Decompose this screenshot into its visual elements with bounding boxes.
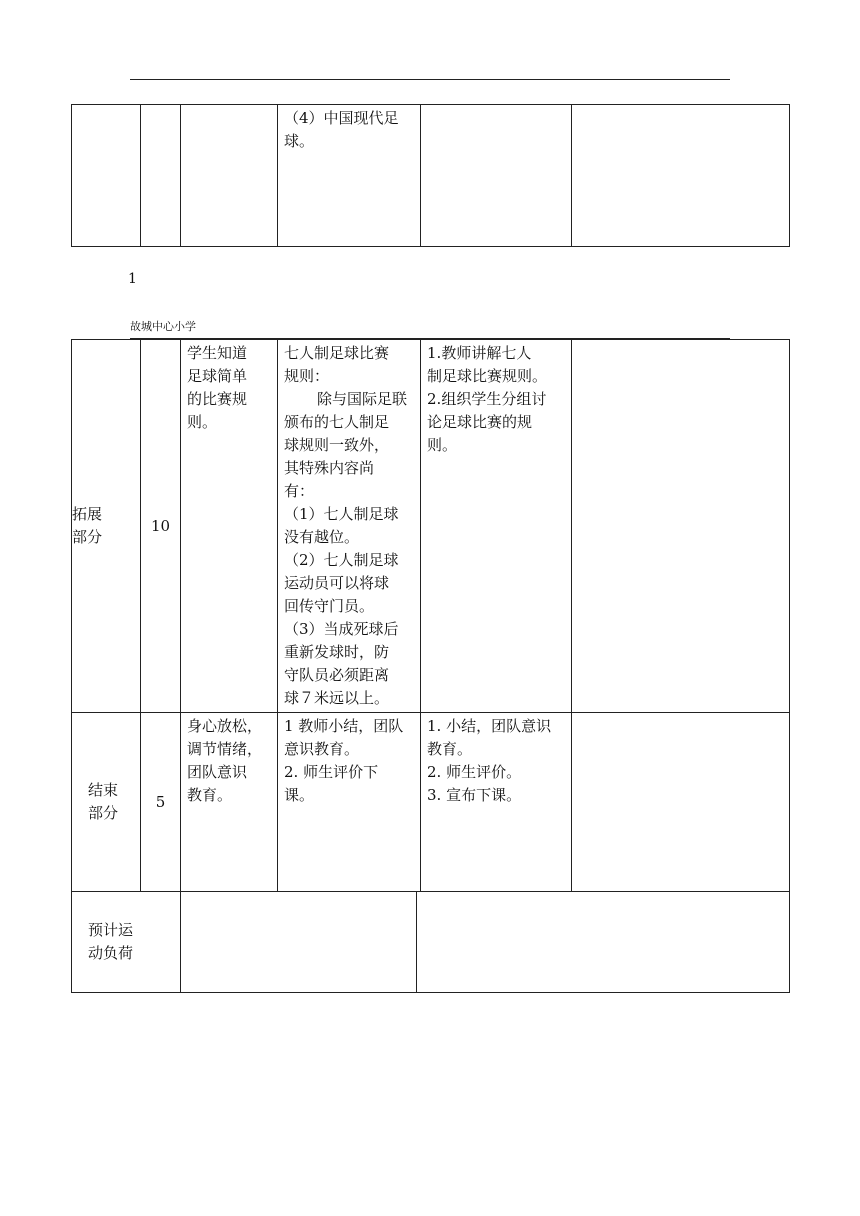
content-line: 重新发球时，防 bbox=[284, 643, 390, 661]
content-line: 回传守门员。 bbox=[284, 597, 375, 615]
load-row bbox=[72, 892, 790, 993]
goal-line: 调节情绪， bbox=[187, 740, 263, 758]
method-line: 论足球比赛的规 bbox=[427, 413, 533, 431]
ending-content bbox=[278, 713, 421, 892]
content-line: 守队员必须距离 bbox=[284, 666, 390, 684]
content-line: （4）中国现代足 bbox=[284, 109, 399, 127]
content-line: 没有越位。 bbox=[284, 528, 360, 546]
cell-notes bbox=[572, 105, 790, 247]
content-line: 七人制足球比赛 bbox=[284, 344, 390, 362]
continued-table bbox=[71, 104, 790, 247]
goal-line: 则。 bbox=[187, 413, 218, 431]
content-line: （2）七人制足球 bbox=[284, 551, 399, 569]
extension-content bbox=[278, 340, 421, 713]
ending-time: 5 bbox=[141, 713, 181, 892]
section-line: 结束 bbox=[88, 781, 119, 799]
method-line: 则。 bbox=[427, 436, 458, 454]
school-name: 故城中心小学 bbox=[130, 320, 196, 333]
load-label bbox=[72, 892, 181, 993]
cell-goal bbox=[181, 105, 278, 247]
extension-method bbox=[421, 340, 572, 713]
content-line: 1 教师小结，团队 bbox=[284, 717, 404, 735]
page-number: 1 bbox=[128, 271, 137, 287]
goal-line: 身心放松， bbox=[187, 717, 263, 735]
section-line: 部分 bbox=[88, 804, 119, 822]
content-line: 其特殊内容尚 bbox=[284, 459, 375, 477]
goal-line: 学生知道 bbox=[187, 344, 248, 362]
method-line: 1. 小结，团队意识 bbox=[427, 717, 552, 735]
content-line: 课。 bbox=[284, 786, 315, 804]
ending-row bbox=[72, 713, 790, 892]
goal-line: 团队意识 bbox=[187, 763, 248, 781]
content-line: 球。 bbox=[284, 132, 315, 150]
method-line: 1.教师讲解七人 bbox=[427, 344, 532, 362]
content-line: 除与国际足联 bbox=[317, 390, 408, 408]
extension-section-label bbox=[72, 340, 141, 713]
section-line: 拓展 bbox=[72, 505, 103, 523]
extension-goal bbox=[181, 340, 278, 713]
content-line: 颁布的七人制足 bbox=[284, 413, 390, 431]
cell-time bbox=[141, 105, 181, 247]
goal-line: 的比赛规 bbox=[187, 390, 248, 408]
content-line: 规则： bbox=[284, 367, 330, 385]
content-line: 2. 师生评价下 bbox=[284, 763, 379, 781]
content-line: 球规则一致外， bbox=[284, 436, 390, 454]
load-notes-cell bbox=[417, 892, 790, 993]
content-line: 运动员可以将球 bbox=[284, 574, 390, 592]
label-line: 动负荷 bbox=[88, 944, 134, 962]
extension-notes bbox=[572, 340, 790, 713]
method-line: 2.组织学生分组讨 bbox=[427, 390, 547, 408]
label-line: 预计运 bbox=[88, 921, 134, 939]
cell-content bbox=[278, 105, 421, 247]
content-line: （3）当成死球后 bbox=[284, 620, 399, 638]
content-line: 球７米远以上。 bbox=[284, 689, 390, 707]
ending-notes bbox=[572, 713, 790, 892]
goal-line: 足球简单 bbox=[187, 367, 248, 385]
method-line: 制足球比赛规则。 bbox=[427, 367, 548, 385]
content-line: （1）七人制足球 bbox=[284, 505, 399, 523]
cell-method bbox=[421, 105, 572, 247]
content-line: 有： bbox=[284, 482, 315, 500]
header-rule bbox=[130, 79, 730, 80]
method-line: 教育。 bbox=[427, 740, 473, 758]
section-line: 部分 bbox=[72, 528, 103, 546]
ending-section-label bbox=[72, 713, 141, 892]
ending-goal bbox=[181, 713, 278, 892]
lesson-table bbox=[71, 339, 790, 993]
method-line: 2. 师生评价。 bbox=[427, 763, 522, 781]
extension-time: 10 bbox=[141, 340, 181, 713]
cell-section bbox=[72, 105, 141, 247]
goal-line: 教育。 bbox=[187, 786, 233, 804]
extension-row bbox=[72, 340, 790, 713]
method-line: 3. 宣布下课。 bbox=[427, 786, 522, 804]
content-line: 意识教育。 bbox=[284, 740, 360, 758]
ending-method bbox=[421, 713, 572, 892]
load-value-cell bbox=[181, 892, 417, 993]
